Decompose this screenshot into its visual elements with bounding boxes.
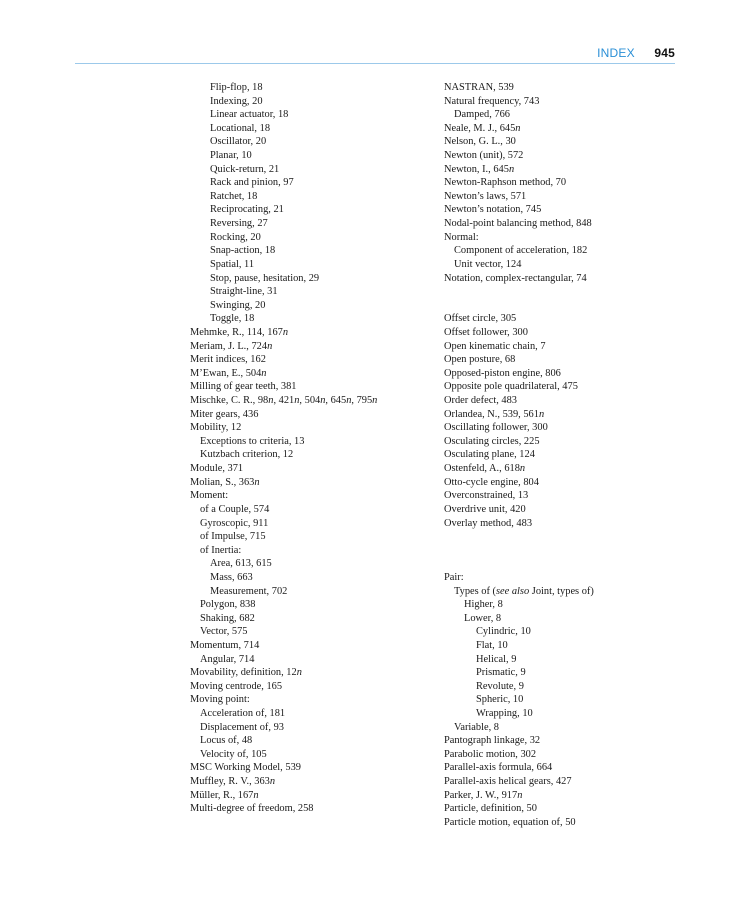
index-entry: Momentum, 714 bbox=[190, 639, 260, 651]
index-entry: Moving centrode, 165 bbox=[190, 680, 283, 692]
index-entry: Parabolic motion, 302 bbox=[444, 748, 537, 760]
index-subentry: Gyroscopic, 911 bbox=[200, 517, 269, 529]
index-entry: Overdrive unit, 420 bbox=[444, 503, 526, 515]
index-entry: Opposed-piston engine, 806 bbox=[444, 367, 561, 379]
index-entry: Osculating plane, 124 bbox=[444, 449, 535, 461]
index-subentry: Snap-action, 18 bbox=[210, 245, 276, 257]
index-entry: Ostenfeld, A., 618n bbox=[444, 463, 526, 475]
index-subentry: Prismatic, 9 bbox=[476, 667, 526, 679]
index-entry: Parallel-axis formula, 664 bbox=[444, 762, 553, 774]
index-entry: Module, 371 bbox=[190, 463, 244, 475]
index-subentry: Spheric, 10 bbox=[476, 694, 524, 706]
index-subentry: Damped, 766 bbox=[454, 109, 510, 121]
index-subentry: Quick-return, 21 bbox=[210, 163, 280, 175]
index-entry: M’Ewan, E., 504n bbox=[190, 367, 267, 379]
index-entry: Normal: bbox=[444, 231, 479, 243]
index-entry: Newton’s notation, 745 bbox=[444, 204, 542, 216]
index-entry: Molian, S., 363n bbox=[190, 476, 260, 488]
index-entry: Otto-cycle engine, 804 bbox=[444, 476, 539, 488]
index-entry: NASTRAN, 539 bbox=[444, 82, 514, 93]
index-subentry: Higher, 8 bbox=[464, 599, 503, 611]
index-subentry: of a Couple, 574 bbox=[200, 503, 270, 515]
index-subentry: Unit vector, 124 bbox=[454, 258, 522, 270]
index-gap bbox=[444, 285, 704, 299]
index-entry: Nelson, G. L., 30 bbox=[444, 136, 516, 148]
index-entry: Milling of gear teeth, 381 bbox=[190, 381, 297, 393]
index-subentry: Revolute, 9 bbox=[476, 680, 524, 692]
index-subentry: Oscillator, 20 bbox=[210, 136, 267, 148]
index-subentry: Kutzbach criterion, 12 bbox=[200, 449, 294, 461]
index-entry: Offset circle, 305 bbox=[444, 313, 517, 325]
index-gap bbox=[444, 557, 704, 571]
index-subentry: Flip-flop, 18 bbox=[210, 82, 263, 93]
index-subentry: Angular, 714 bbox=[200, 653, 255, 665]
index-entry: Muffley, R. V., 363n bbox=[190, 776, 276, 788]
section-title: INDEX bbox=[597, 46, 635, 60]
index-subentry: Velocity of, 105 bbox=[200, 748, 267, 760]
index-entry: Mehmke, R., 114, 167n bbox=[190, 326, 289, 338]
index-subentry: Straight-line, 31 bbox=[210, 286, 278, 298]
index-entry: Newton’s laws, 571 bbox=[444, 190, 527, 202]
index-entry: Particle motion, equation of, 50 bbox=[444, 816, 576, 828]
index-gap bbox=[444, 299, 704, 313]
index-subentry: Reciprocating, 21 bbox=[210, 204, 284, 216]
index-column-left bbox=[190, 81, 430, 816]
index-subentry: Displacement of, 93 bbox=[200, 721, 284, 733]
index-subentry: of Inertia: bbox=[200, 544, 242, 556]
index-subentry: Spatial, 11 bbox=[210, 258, 255, 270]
index-subentry: Helical, 9 bbox=[476, 653, 517, 665]
index-entry: MSC Working Model, 539 bbox=[190, 762, 301, 774]
index-entry: Newton-Raphson method, 70 bbox=[444, 177, 567, 189]
index-entry: Merit indices, 162 bbox=[190, 354, 266, 366]
index-subentry: Reversing, 27 bbox=[210, 218, 268, 230]
index-entry: Order defect, 483 bbox=[444, 395, 517, 407]
index-subentry: Mass, 663 bbox=[210, 571, 253, 583]
index-subentry: Indexing, 20 bbox=[210, 95, 263, 107]
index-entry: Mischke, C. R., 98n, 421n, 504n, 645n, 795n bbox=[190, 395, 378, 407]
index-entry: Notation, complex-rectangular, 74 bbox=[444, 272, 587, 284]
index-subentry: Planar, 10 bbox=[210, 150, 252, 162]
index-entry: Open posture, 68 bbox=[444, 354, 516, 366]
index-entry: Moving point: bbox=[190, 694, 250, 706]
index-subentry: Area, 613, 615 bbox=[210, 558, 272, 570]
index-column-right bbox=[444, 81, 704, 830]
index-entry: Parallel-axis helical gears, 427 bbox=[444, 776, 572, 788]
index-entry: Neale, M. J., 645n bbox=[444, 122, 521, 134]
index-subentry: Cylindric, 10 bbox=[476, 626, 531, 638]
index-subentry: Vector, 575 bbox=[200, 626, 248, 638]
index-entry: Newton (unit), 572 bbox=[444, 150, 524, 162]
running-header bbox=[597, 46, 675, 60]
index-entry: Offset follower, 300 bbox=[444, 326, 528, 338]
page-number: 945 bbox=[654, 46, 675, 60]
index-entry: Meriam, J. L., 724n bbox=[190, 340, 273, 352]
index-subentry: Ratchet, 18 bbox=[210, 190, 258, 202]
index-entry: Oscillating follower, 300 bbox=[444, 422, 548, 434]
index-subentry: Exceptions to criteria, 13 bbox=[200, 435, 305, 447]
index-entry: Pantograph linkage, 32 bbox=[444, 735, 541, 747]
index-subentry: of Impulse, 715 bbox=[200, 531, 266, 543]
index-subentry: Wrapping, 10 bbox=[476, 708, 533, 720]
index-entry: Nodal-point balancing method, 848 bbox=[444, 218, 592, 230]
index-gap bbox=[444, 544, 704, 558]
index-entry: Orlandea, N., 539, 561n bbox=[444, 408, 545, 420]
index-subentry: Lower, 8 bbox=[464, 612, 502, 624]
index-subentry: Locational, 18 bbox=[210, 122, 271, 134]
index-entry: Overconstrained, 13 bbox=[444, 490, 529, 502]
index-entry: Movability, definition, 12n bbox=[190, 667, 302, 679]
index-subentry: Stop, pause, hesitation, 29 bbox=[210, 272, 320, 284]
index-subentry: Flat, 10 bbox=[476, 639, 508, 651]
index-entry: Parker, J. W., 917n bbox=[444, 789, 523, 801]
index-entry: Newton, I., 645n bbox=[444, 163, 515, 175]
index-entry: Overlay method, 483 bbox=[444, 517, 533, 529]
index-entry: Open kinematic chain, 7 bbox=[444, 340, 546, 352]
index-subentry: Swinging, 20 bbox=[210, 299, 266, 311]
index-entry: Miter gears, 436 bbox=[190, 408, 259, 420]
index-subentry: Locus of, 48 bbox=[200, 735, 253, 747]
index-subentry: Variable, 8 bbox=[454, 721, 500, 733]
index-entry: Moment: bbox=[190, 490, 229, 502]
index-entry: Mobility, 12 bbox=[190, 422, 242, 434]
index-entry: Osculating circles, 225 bbox=[444, 435, 540, 447]
index-subentry: Rocking, 20 bbox=[210, 231, 261, 243]
index-subentry: Toggle, 18 bbox=[210, 313, 255, 325]
index-subentry: Polygon, 838 bbox=[200, 599, 256, 611]
index-entry: Multi-degree of freedom, 258 bbox=[190, 803, 314, 815]
index-subentry: Types of (see also Joint, types of) bbox=[454, 585, 594, 597]
index-gap bbox=[444, 530, 704, 544]
index-entry: Natural frequency, 743 bbox=[444, 95, 540, 107]
index-subentry: Acceleration of, 181 bbox=[200, 708, 286, 720]
index-subentry: Component of acceleration, 182 bbox=[454, 245, 588, 257]
header-rule bbox=[75, 63, 675, 64]
index-subentry: Measurement, 702 bbox=[210, 585, 288, 597]
index-subentry: Shaking, 682 bbox=[200, 612, 255, 624]
index-entry: Particle, definition, 50 bbox=[444, 803, 537, 815]
index-entry: Müller, R., 167n bbox=[190, 789, 259, 801]
index-entry: Opposite pole quadrilateral, 475 bbox=[444, 381, 578, 393]
index-subentry: Rack and pinion, 97 bbox=[210, 177, 294, 189]
index-subentry: Linear actuator, 18 bbox=[210, 109, 289, 121]
index-entry: Pair: bbox=[444, 571, 464, 583]
